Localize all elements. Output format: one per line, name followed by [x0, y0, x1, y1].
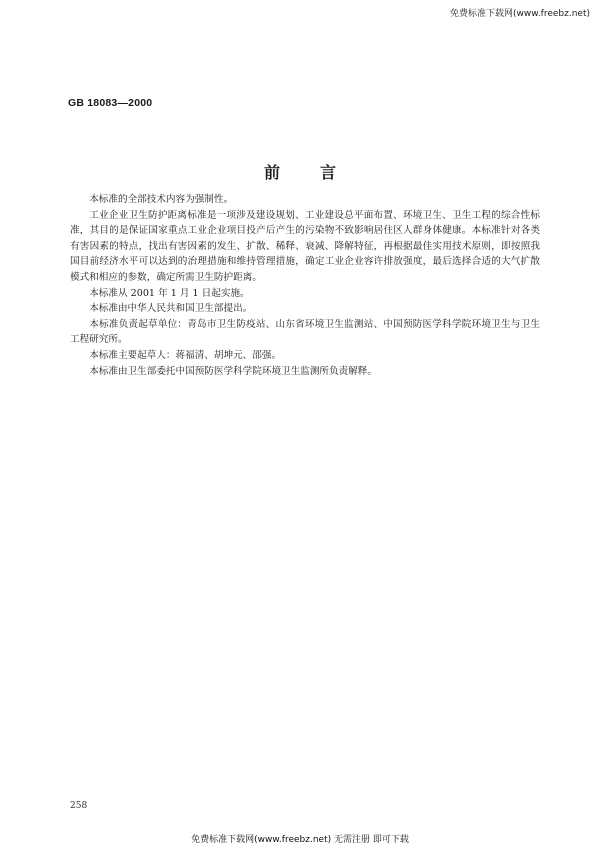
- document-body: [70, 192, 540, 379]
- paragraph-drafters: 本标准主要起草人：蒋福清、胡坤元、邵强。: [89, 349, 282, 361]
- page-title: 前言: [263, 163, 376, 182]
- watermark-bottom: 免费标准下载网(www.freebz.net) 无需注册 即可下载: [191, 835, 409, 845]
- paragraph-drafting-units: 本标准负责起草单位：青岛市卫生防疫站、山东省环境卫生监测站、中国预防医学科学院环境卫生与卫生工程研究所。: [70, 318, 540, 346]
- page-number: 258: [70, 801, 88, 811]
- paragraph-interpretation: 本标准由卫生部委托中国预防医学科学院环境卫生监测所负责解释。: [89, 365, 377, 377]
- paragraph-proposer: 本标准由中华人民共和国卫生部提出。: [89, 303, 253, 315]
- watermark-top: 免费标准下载网(www.freebz.net): [450, 9, 590, 19]
- paragraph-effective-date: 本标准从 2001 年 1 月 1 日起实施。: [89, 287, 250, 299]
- paragraph-mandatory: 本标准的全部技术内容为强制性。: [89, 194, 234, 205]
- paragraph-purpose: 工业企业卫生防护距离标准是一项涉及建设规划、工业建设总平面布置、环境卫生、卫生工程的综合性标准，其目的是保证国家重点工业企业项目投产后产生的污染物不致影响居住区人群身体健康。本标准针对各类有害因素的特点，找出有害因素的发生、扩散、稀释、衰减、降解特征，再根据最佳实用技术原则，即按照我国目前经济水平可以达到的治理措施和维持管理措施，确定工业企业容许排放强度，最后选择合适的大气扩散模式和相应的参数，确定所需卫生防护距离。: [70, 209, 540, 283]
- standard-code: GB 18083—2000: [68, 97, 153, 109]
